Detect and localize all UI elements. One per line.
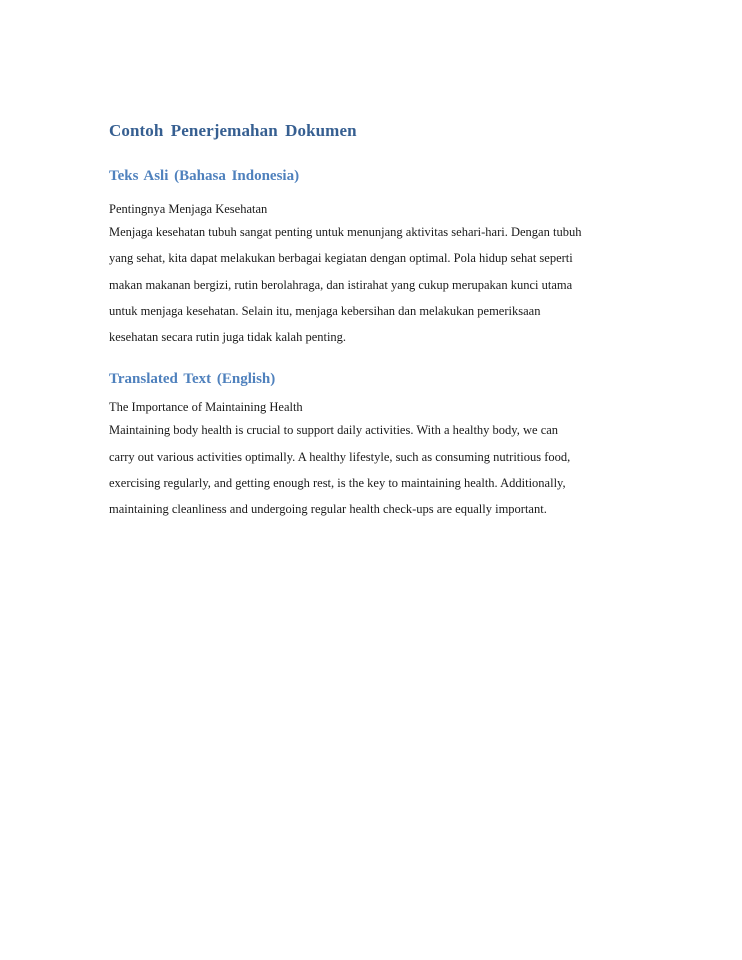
translated-paragraph bbox=[109, 417, 634, 522]
document-title: Contoh Penerjemahan Dokumen bbox=[109, 121, 357, 140]
paragraph-line: maintaining cleanliness and undergoing regular health check-ups are equally important. bbox=[109, 502, 547, 517]
document-content bbox=[109, 119, 634, 523]
paragraph-line: carry out various activities optimally. A healthy lifestyle, such as consuming nutritious food, bbox=[109, 449, 571, 464]
original-section-heading: Teks Asli (Bahasa Indonesia) bbox=[109, 168, 300, 184]
original-paragraph bbox=[109, 219, 634, 350]
paragraph-line: Menjaga kesehatan tubuh sangat penting untuk menunjang aktivitas sehari-hari. Dengan tubuh bbox=[109, 225, 582, 239]
paragraph-line: exercising regularly, and getting enough rest, is the key to maintaining health. Additionally, bbox=[109, 476, 566, 491]
paragraph-line: kesehatan secara rutin juga tidak kalah penting. bbox=[109, 330, 347, 345]
paragraph-line: makan makanan bergizi, rutin berolahraga, dan istirahat yang cukup merupakan kunci utama bbox=[109, 277, 573, 292]
translated-subtitle: The Importance of Maintaining Health bbox=[109, 400, 303, 415]
paragraph-line: untuk menjaga kesehatan. Selain itu, menjaga kebersihan dan melakukan pemeriksaan bbox=[109, 303, 541, 318]
paragraph-line: Maintaining body health is crucial to support daily activities. With a healthy body, we can bbox=[109, 423, 559, 438]
paragraph-line: yang sehat, kita dapat melakukan berbagai kegiatan dengan optimal. Pola hidup sehat seperti bbox=[109, 251, 573, 266]
original-subtitle: Pentingnya Menjaga Kesehatan bbox=[109, 202, 268, 216]
translated-section-heading: Translated Text (English) bbox=[109, 371, 276, 388]
